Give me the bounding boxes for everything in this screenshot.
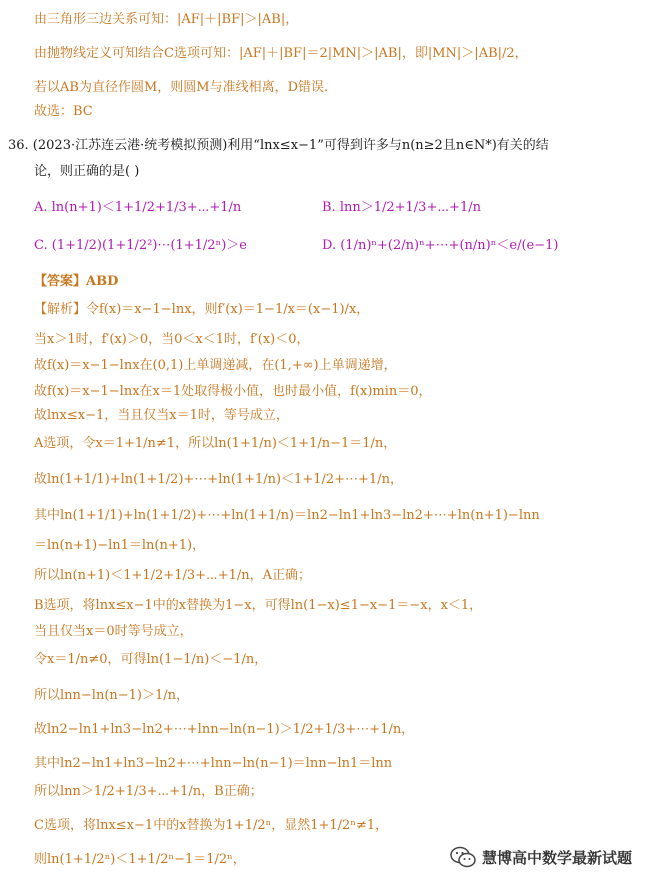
text-line: 由三角形三边关系可知：|AF|＋|BF|＞|AB|， (34, 12, 299, 27)
text-line: 【答案】ABD (34, 274, 119, 289)
text-line: 故lnx≤x−1，当且仅当x＝1时，等号成立， (34, 408, 289, 423)
watermark-text: 慧博高中数学最新试题 (482, 848, 633, 867)
text-line: A. ln(n+1)＜1+1/2+1/3+⋯+1/n (34, 200, 242, 215)
text-line: 其中ln2−ln1+ln3−ln2+⋯+lnn−ln(n−1)＝lnn−ln1＝lnn (34, 756, 393, 771)
text-line: 当且仅当x＝0时等号成立， (34, 624, 193, 639)
text-line: 36. (2023·江苏连云港·统考模拟预测)利用“lnx≤x−1”可得到许多与n(n≥2且n∈N*)有关的结 (8, 138, 549, 153)
text-line: 论，则正确的是( ) (34, 164, 140, 179)
text-line: 故选：BC (34, 104, 93, 119)
text-line: D. (1/n)ⁿ+(2/n)ⁿ+⋯+(n/n)ⁿ＜e/(e−1) (322, 238, 559, 253)
watermark (450, 844, 632, 870)
text-line: 由抛物线定义可知结合C选项可知：|AF|＋|BF|＝2|MN|＞|AB|，即|MN|＞|AB|/2， (34, 46, 528, 61)
text-line: B. lnn＞1/2+1/3+⋯+1/n (322, 200, 481, 215)
text-line: 故f(x)＝x−1−lnx在x＝1处取得极小值，也时最小值，f(x)min＝0， (34, 384, 432, 399)
text-line: 其中ln(1+1/1)+ln(1+1/2)+⋯+ln(1+1/n)＝ln2−ln1+ln3−ln2+⋯+ln(n+1)−lnn (34, 508, 540, 523)
text-line: A选项，令x＝1+1/n≠1，所以ln(1+1/n)＜1+1/n−1＝1/n， (34, 436, 397, 451)
text-line: 故ln(1+1/1)+ln(1+1/2)+⋯+ln(1+1/n)＜1+1/2+⋯+1/n， (34, 472, 403, 487)
text-line: 当x＞1时，f′(x)＞0，当0＜x＜1时，f′(x)＜0， (34, 332, 310, 347)
text-line: 故f(x)＝x−1−lnx在(0,1)上单调递减，在(1,+∞)上单调递增， (34, 358, 397, 373)
text-line: C. (1+1/2)(1+1/2²)⋯(1+1/2ⁿ)＞e (34, 238, 247, 253)
text-line: 令x＝1/n≠0，可得ln(1−1/n)＜−1/n， (34, 652, 268, 667)
text-line: 所以ln(n+1)＜1+1/2+1/3+⋯+1/n，A正确； (34, 568, 312, 583)
text-line: B选项，将lnx≤x−1中的x替换为1−x，可得ln(1−x)≤1−x−1＝−x，x＜1， (34, 598, 483, 613)
text-line: 【解析】令f(x)＝x−1−lnx，则f′(x)＝1−1/x＝(x−1)/x， (34, 302, 370, 317)
text-line: 则ln(1+1/2ⁿ)＜1+1/2ⁿ−1＝1/2ⁿ， (34, 852, 246, 867)
text-line: 所以lnn＞1/2+1/3+⋯+1/n，B正确； (34, 784, 263, 799)
text-line: C选项，将lnx≤x−1中的x替换为1+1/2ⁿ，显然1+1/2ⁿ≠1， (34, 818, 389, 833)
text-line: 故ln2−ln1+ln3−ln2+⋯+lnn−ln(n−1)＞1/2+1/3+⋯+1/n， (34, 722, 415, 737)
text-line: 若以AB为直径作圆M，则圆M与准线相离，D错误. (34, 80, 329, 95)
text-line: ＝ln(n+1)−ln1＝ln(n+1)， (34, 538, 206, 553)
wechat-icon (450, 846, 476, 868)
text-line: 所以lnn−ln(n−1)＞1/n， (34, 688, 190, 703)
